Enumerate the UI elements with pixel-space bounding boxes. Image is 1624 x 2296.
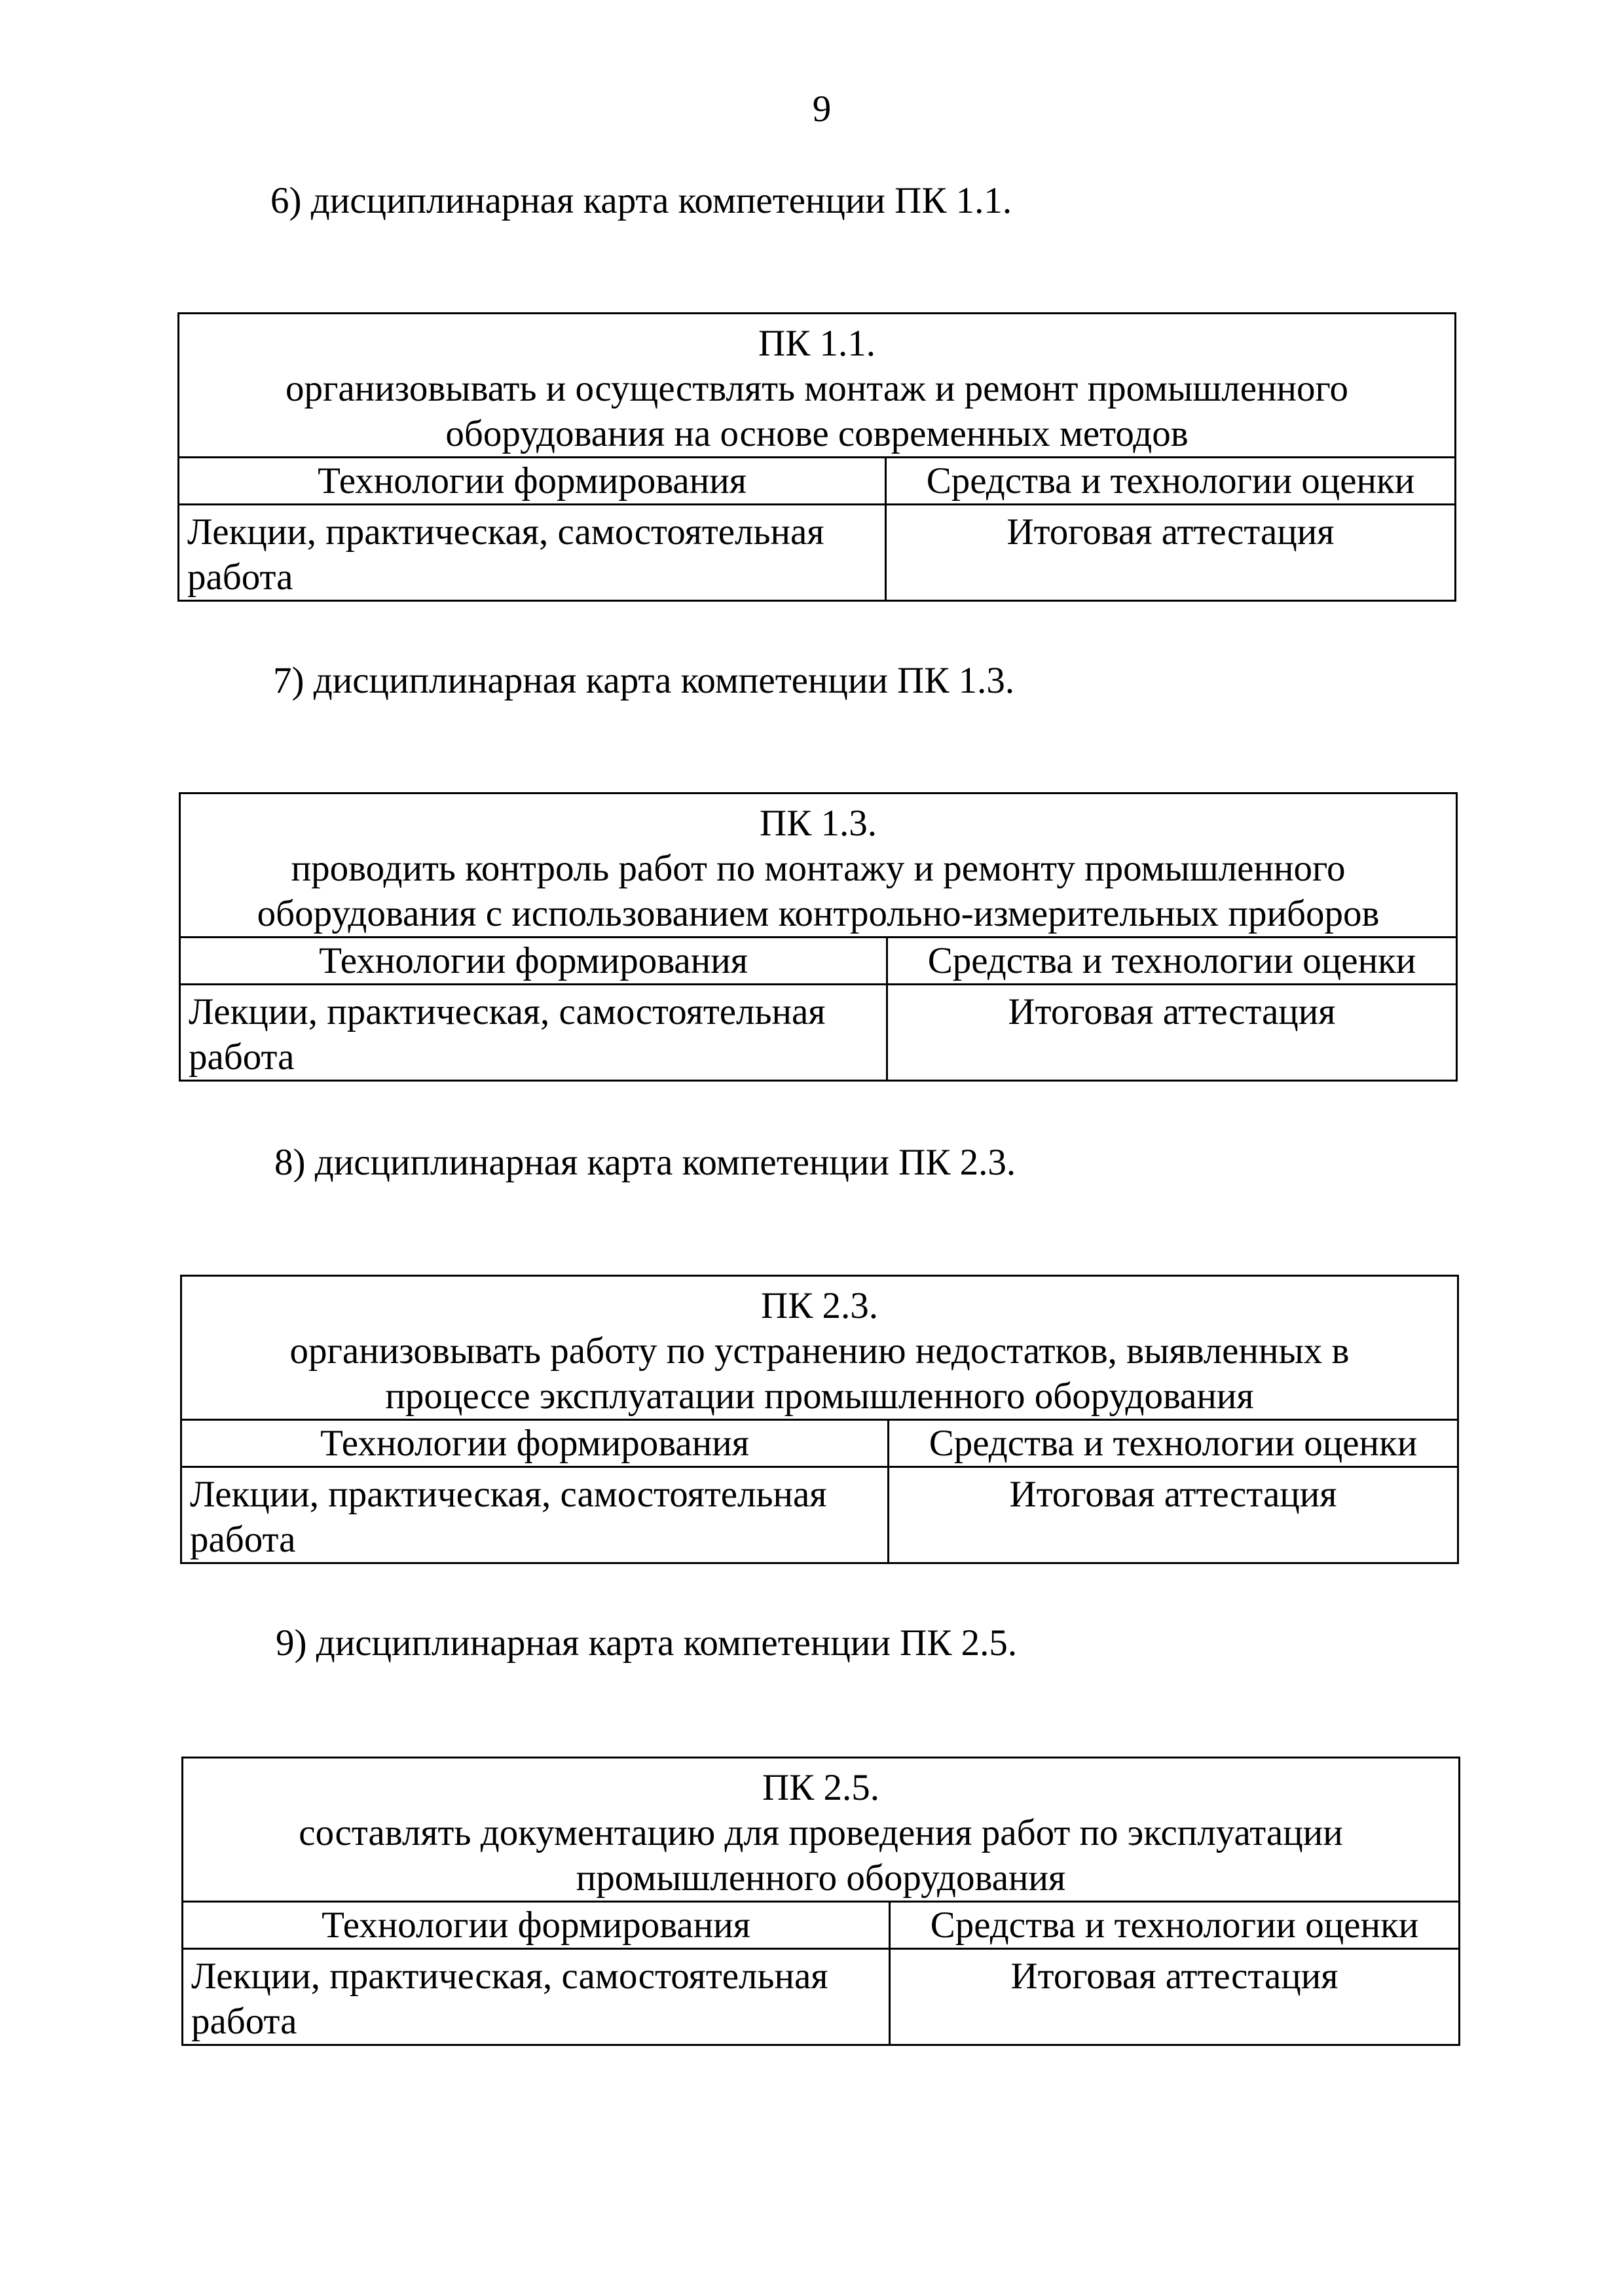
technologies-text-line: работа [187, 556, 293, 598]
competency-description-line: промышленного оборудования [576, 1857, 1066, 1899]
technologies-text-line: работа [191, 2001, 297, 2042]
column-title-assessment: Средства и технологии оценки [890, 1902, 1460, 1949]
technologies-text-line: Лекции, практическая, самостоятельная [189, 991, 826, 1032]
technologies-text-line: работа [190, 1519, 296, 1560]
competency-description-line: проводить контроль работ по монтажу и ремонту промышленного [291, 848, 1346, 889]
competency-description-line: организовывать и осуществлять монтаж и ремонт промышленного [285, 368, 1349, 409]
column-title-assessment: Средства и технологии оценки [886, 458, 1456, 505]
competency-card-table [181, 1757, 1460, 2046]
assessment-cell: Итоговая аттестация [886, 505, 1456, 601]
column-title-technologies: Технологии формирования [181, 1420, 889, 1467]
competency-header-cell [181, 1276, 1458, 1420]
competency-description-line: составлять документацию для проведения работ по эксплуатации [299, 1812, 1343, 1853]
page-number: 9 [812, 88, 832, 130]
competency-code: ПК 2.3. [761, 1285, 878, 1326]
technologies-cell [181, 1467, 889, 1563]
column-title-technologies: Технологии формирования [183, 1902, 890, 1949]
technologies-text-line: Лекции, практическая, самостоятельная [190, 1474, 827, 1515]
competency-header-cell [183, 1758, 1460, 1902]
competency-card-table [180, 1275, 1459, 1564]
column-title-assessment: Средства и технологии оценки [887, 938, 1457, 985]
section-caption: 6) дисциплинарная карта компетенции ПК 1.1. [270, 180, 1012, 221]
competency-description-line: оборудования на основе современных методов [445, 413, 1189, 454]
competency-header-cell [179, 314, 1456, 458]
technologies-cell [180, 985, 887, 1081]
competency-code: ПК 2.5. [762, 1767, 879, 1808]
section-caption: 7) дисциплинарная карта компетенции ПК 1.3. [273, 660, 1015, 701]
technologies-cell [183, 1949, 890, 2045]
technologies-text-line: работа [189, 1036, 295, 1078]
column-title-assessment: Средства и технологии оценки [889, 1420, 1458, 1467]
competency-code: ПК 1.1. [758, 323, 876, 364]
column-title-technologies: Технологии формирования [179, 458, 886, 505]
competency-card-table [179, 792, 1458, 1082]
competency-description-line: организовывать работу по устранению недостатков, выявленных в [289, 1330, 1350, 1372]
assessment-cell: Итоговая аттестация [887, 985, 1457, 1081]
section-caption: 9) дисциплинарная карта компетенции ПК 2.5. [276, 1622, 1018, 1664]
competency-header-cell [180, 793, 1457, 938]
section-caption: 8) дисциплинарная карта компетенции ПК 2.3. [274, 1142, 1016, 1183]
technologies-text-line: Лекции, практическая, самостоятельная [191, 1956, 828, 1997]
competency-code: ПК 1.3. [760, 803, 877, 844]
assessment-cell: Итоговая аттестация [890, 1949, 1460, 2045]
competency-card-table [177, 312, 1456, 602]
technologies-text-line: Лекции, практическая, самостоятельная [187, 511, 824, 553]
competency-description-line: процессе эксплуатации промышленного оборудования [385, 1376, 1254, 1417]
column-title-technologies: Технологии формирования [180, 938, 887, 985]
competency-description-line: оборудования с использованием контрольно-измерительных приборов [257, 893, 1380, 934]
assessment-cell: Итоговая аттестация [889, 1467, 1458, 1563]
technologies-cell [179, 505, 886, 601]
